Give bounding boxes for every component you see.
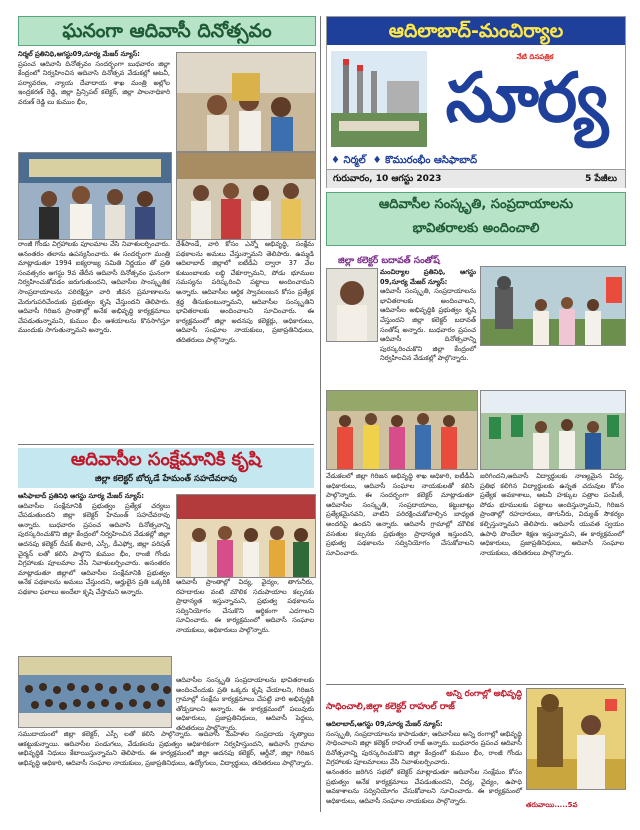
story3-photo-1 xyxy=(326,268,378,342)
district-diamond-icon: ♦ xyxy=(331,155,340,166)
story3-photo-2-image xyxy=(481,267,625,345)
masthead-brand: సూర్య xyxy=(445,59,607,138)
story1-photo-2-image xyxy=(19,153,171,239)
story2-column-3 xyxy=(176,676,314,732)
story3-headline-band xyxy=(326,192,626,246)
story3-photo-3-image xyxy=(327,391,477,469)
newspaper-page xyxy=(18,16,624,812)
masthead xyxy=(326,16,626,188)
story1-photo-2 xyxy=(18,152,172,240)
story3-headline-line-2: భావితరాలకు అందించాలి xyxy=(412,221,540,236)
story3-headline-line-1: ఆదివాసీల సంస్కృతి, సంప్రదాయాలను xyxy=(378,197,574,212)
story4-continued-text[interactable]: తరువాయి.....5వ xyxy=(526,801,578,809)
story4-paragraph-2: అనంతరం జరిగిన సభలో కలెక్టర్ మాట్లాడుతూ ఆదివాసీల సంక్షేమం కోసం ప్రభుత్వం అనేక కార్యక్రమాలు చేపడుతుందని, విద్య, వైద్యం, ఉపాధి అవకాశాలను సద్వినియోగం చేసుకోవాలని సూచించారు. ఈ కార్యక్రమంలో అధికారులు, ఆదివాసీ సంఘాల నాయకులు పాల్గొన్నారు. xyxy=(326,767,522,805)
story3-paragraph-2: వేడుకలలో జిల్లా గిరిజన అభివృద్ధి శాఖ అధికారి, ఐటీడీఏ అధికారులు, ఆదివాసీ సంఘాల నాయకులతో కలిసి పాల్గొన్నారు. ఈ సందర్భంగా కలెక్టర్ మాట్లాడుతూ ఆదివాసీల సంస్కృతి, సంప్రదాయాలు, కట్టుబాట్లు ప్రత్యేకమైనవని, వాటిని పరిరక్షించుకోవాల్సిన బాధ్యత అందరిపై ఉందని అన్నారు. ఆదివాసీ గ్రామాల్లో మౌలిక వసతుల కల్పనకు ప్రభుత్వం ప్రాధాన్యత ఇస్తుందని, ప్రభుత్వ పథకాలను సద్వినియోగం చేసుకోవాలని సూచించారు. xyxy=(326,472,474,557)
district-diamond-icon: ♦ xyxy=(369,155,382,166)
story2-column-2 xyxy=(176,578,314,674)
masthead-factory-illustration xyxy=(331,51,427,147)
story3-paragraph-3: జరిగిందని,ఆదివాసీ విద్యార్థులకు నాణ్యమైన విద్య, ప్రతిభ కలిగిన విద్యార్థులకు ఉన్నత చదువుల కోసం ప్రత్యేక అవకాశాలు, అటవీ హక్కుల పత్రాల పంపిణీ, పోడు భూములకు పట్టాలు అందిస్తున్నామని, గిరిజన ప్రాంతాల్లో రహదారులు, తాగునీరు, విద్యుత్ సౌకర్యం కల్పిస్తున్నామని తెలిపారు. ఆదివాసీ యువత స్వయం ఉపాధి పొందేలా శిక్షణ ఇస్తున్నామని, ఈ కార్యక్రమంలో అధికారులు, ప్రజాప్రతినిధులు, ఆదివాసీ సంఘాల నాయకులు, తదితరులు పాల్గొన్నారు. xyxy=(480,472,624,557)
story4-headline-block xyxy=(326,688,522,718)
story4-byline: ఆదిలాబాద్,ఆగస్టు 09,సూర్య మేజర్ న్యూస్: xyxy=(326,720,443,728)
story4-continued xyxy=(526,792,624,809)
story1-paragraph-2: రాంజీ గోండు విగ్రహాలకు పూలమాల వేసి నివాళులర్పించారు. అనంతరం తలాను ఉపన్యసించారు. ఈ సందర్భంగా మంత్రి మాట్లాడుతూ 1994 ఐక్యరాజ్య సమితి నిర్ణయం తో ప్రతి సంవత్సరం ఆగస్టు 9వ తేదీన ఆదివాసీ దినోత్సవం ఘనంగా నిర్వహించుకోవడం జరుగుతుందని, ఆదివాసీల సాంస్కృతిక సాంప్రదాయాలను పరిరక్షిస్తూ వారి జీవన ప్రమాణాలను మెరుగుపరిచేందుకు ప్రభుత్వం కృషి చేస్తుందని తెలిపారు. ఆదివాసీ గిరిజన ప్రాంతాల్లో అనేక అభివృద్ధి కార్యక్రమాలు చేపడుతున్నామని, కుముం భీం ఆశయాలను కొనసాగిస్తూ ముందుకు సాగుతున్నామని అన్నారు. xyxy=(18,240,170,335)
story2-column-1 xyxy=(18,492,170,652)
story2-headline-block xyxy=(18,448,314,488)
story1-paragraph-3: దేశ్‌పాండే, వారి కోసం ఎన్నో అభివృద్ధి, సంక్షేమ పథకాలను అమలు చేస్తున్నామని తెలిపారు. ఉమ్మడి ఆదిలాబాద్ జిల్లాలో ఐటీడీఏ ద్వారా 37 వేల కుటుంబాలకు లబ్ధి చేకూర్చామని, పోడు భూముల సమస్యను పరిష్కరించి పట్టాలు అందించామని అన్నారు. ఆదివాసీల ఆర్థిక స్వావలంబన కోసం ప్రత్యేక శ్రద్ధ తీసుకుంటున్నామని, ఆదివాసీల సంస్కృతిని భావితరాలకు అందించాలని సూచించారు. ఈ కార్యక్రమంలో జిల్లా అదనపు కలెక్టర్లు, అధికారులు, ఆదివాసీ సంఘాల నాయకులు, ప్రజాప్రతినిధులు, తదితరులు పాల్గొన్నారు. xyxy=(176,240,314,344)
bottom-strip xyxy=(18,730,314,810)
story1-headline: ఘనంగా ఆదివాసీ దినోత్సవం xyxy=(62,20,272,42)
story1-photo-3-image xyxy=(177,153,315,239)
story3-column-3 xyxy=(326,472,474,682)
story1-photo-3 xyxy=(176,152,316,240)
story2-paragraph-3: ఆదివాసీల సంస్కృతి సంప్రదాయాలను భావితరాలకు అందించేందుకు ప్రతి ఒక్కరు కృషి చేయాలని, గిరిజన గ్రామాల్లో సంక్షేమ కార్యక్రమాలు చేపట్టి వారి అభివృద్ధికి తోడ్పడాలని అన్నారు. ఈ కార్యక్రమంలో పలువురు అధికారులు, ప్రజాప్రతినిధులు, ఆదివాసీ పెద్దలు, తదితరులు పాల్గొన్నారు. xyxy=(176,676,314,732)
story4-photo xyxy=(526,688,626,790)
story2-headline: ఆదివాసీల సంక్షేమానికి కృషి xyxy=(70,449,262,470)
story4-headline-prefix: అన్ని రంగాల్లో అభివృద్ధి xyxy=(446,689,522,699)
center-column-rule xyxy=(320,16,321,812)
story1-photo-1-image xyxy=(177,53,315,151)
masthead-pages: 5 పేజీలు xyxy=(585,174,617,184)
masthead-date: గురువారం, 10 ఆగస్టు 2023 xyxy=(333,174,442,184)
story3-paragraph-1: ఆదివాసీ సంస్కృతి, సంప్రదాయాలను భావితరాలకు అందించాలని, ఆదివాసీల అభివృద్ధికి ప్రభుత్వం కృషి చేస్తుందని జిల్లా కలెక్టర్ బదావత్ సంతోష్ అన్నారు. బుధవారం ప్రపంచ ఆదివాసీ దినోత్సవాన్ని పురస్కరించుకొని జిల్లా కేంద్రంలో నిర్వహించిన వేడుకల్లో పాల్గొన్నారు. xyxy=(380,287,476,363)
story3-column-4 xyxy=(480,472,624,682)
story3-photo-3 xyxy=(326,390,478,470)
story1-column-1 xyxy=(18,50,170,150)
story1-byline: నిర్మల్ ప్రతినిధి,ఆగస్టు09,సూర్య మేజర్ న్యూస్: xyxy=(18,50,140,58)
masthead-districts xyxy=(327,153,629,169)
district-1: నిర్మల్ xyxy=(343,155,366,166)
story1-photo-1 xyxy=(176,52,316,152)
divider-right-1 xyxy=(326,684,624,685)
story4-column-1 xyxy=(326,720,522,812)
story1-headline-band xyxy=(18,16,316,46)
story3-byline: మంచిర్యాల ప్రతినిధి, ఆగస్టు 09,సూర్య మేజర్ న్యూస్: xyxy=(380,268,476,286)
story1-column-3 xyxy=(176,240,314,440)
story4-photo-image xyxy=(527,689,625,789)
masthead-tagline: నేటి దినపత్రిక xyxy=(516,53,554,61)
story2-byline: ఆసిఫాబాద్ ప్రతినిధి ఆగస్టు సూర్య మేజర్ న్యూస్: xyxy=(18,492,145,500)
story2-paragraph-2: ఆదివాసీ ప్రాంతాల్లో విద్య, వైద్యం, తాగునీరు, రహదారుల వంటి మౌలిక సదుపాయాల కల్పనకు ప్రాధాన్యత ఇస్తున్నామని, ప్రభుత్వ పథకాలను సద్వినియోగం చేసుకొని ఆర్థికంగా ఎదగాలని సూచించారు. ఈ కార్యక్రమంలో ఆదివాసీ సంఘాల నాయకులు, అధికారులు పాల్గొన్నారు. xyxy=(176,578,314,634)
factory-icon xyxy=(331,51,427,147)
story1-column-2 xyxy=(18,240,170,440)
story3-column-2 xyxy=(480,346,624,388)
story3-photo-1-image xyxy=(327,269,377,341)
story3-photo-4 xyxy=(480,390,626,470)
masthead-date-bar xyxy=(327,169,625,188)
story2-photo-2 xyxy=(18,656,172,728)
story2-paragraph-1: ఆదివాసీల సంక్షేమానికి ప్రభుత్వం ప్రత్యేక చర్యలు చేపడుతుందని జిల్లా కలెక్టర్ హేమంత్ సహదేవరావు అన్నారు. బుధవారం ప్రపంచ ఆదివాసి దినోత్సవాన్ని పురస్కరించుకొని జిల్లా కేంద్రంలో నిర్వహించిన వేడుకల్లో జిల్లా అదనపు కలెక్టర్ దీపక్ తివారి, ఎస్పీ, డీఎఫ్వో, జిల్లా పరిషత్ చైర్మన్ లతో కలిసి పాల్గొని కుముం భీం, రాంజీ గోండు విగ్రహాలకు పూలమాల వేసి నివాళులర్పించారు. అనంతరం మాట్లాడుతూ జిల్లాలో ఆదివాసీల సంక్షేమానికి ప్రభుత్వం అనేక పథకాలను అమలు చేస్తుందని, అర్హులైన ప్రతి ఒక్కరికి పథకాల ఫలాలు అందేలా కృషి చేస్తామని అన్నారు. xyxy=(18,501,170,596)
divider-left-1 xyxy=(18,444,314,445)
story3-column-1 xyxy=(380,268,476,388)
story4-headline: సాధించాలి,జిల్లా కలెక్టర్ రాహుల్ రాజ్ xyxy=(326,702,455,712)
story2-subhead: జిల్లా కలెక్టర్ బోర్కడే హేమంత్ సహదేవరావు xyxy=(95,474,237,484)
story4-paragraph-1: సంస్కృతి, సంప్రదాయాలను కాపాడుతూ, ఆదివాసీలు అన్ని రంగాల్లో అభివృద్ధి సాధించాలని జిల్లా కలెక్టర్ రాహుల్ రాజ్ అన్నారు. బుధవారం ప్రపంచ ఆదివాసీ దినోత్సవాన్ని పురస్కరించుకొని జిల్లా కేంద్రంలో కుముం భీం, రాంజీ గోండు విగ్రహాలకు పూలమాలలు వేసి నివాళులర్పించారు. xyxy=(326,729,522,767)
masthead-edition-title: ఆదిలాబాద్-మంచిర్యాల xyxy=(327,17,625,45)
story2-photo-1 xyxy=(176,494,316,578)
story3-subhead-text: జిల్లా కలెక్టర్ బదావత్ సంతోష్ xyxy=(338,256,440,266)
story1-paragraph-1: ప్రపంచ ఆదివాసి దినోత్సవం సందర్భంగా బుధవారం జిల్లా కేంద్రంలో నిర్వహించిన ఆదివాసి దినోత్సవ వేడుకల్లో అటవీ, పర్యావరణ, న్యాయ దేవాదాయ శాఖ మంత్రి అల్లోల ఇంద్రకరణ్ రెడ్డి, జిల్లా ప్రిన్సిపల్ కలెక్టర్, జిల్లా పాలనాధికారి వరుణ్ రెడ్డి లు కుముం భీం, xyxy=(18,59,170,106)
story3-photo-2 xyxy=(480,266,626,346)
story3-subhead xyxy=(338,248,478,266)
bottom-strip-paragraph: సముదాయంలో జిల్లా కలెక్టర్, ఎస్పీ లతో కలిసి పాల్గొన్నారు. ఆదివాసీ మహిళల సంప్రదాయ నృత్యాలు ఆకట్టుకున్నాయి. ఆదివాసీల పండుగలు, వేడుకలను ప్రభుత్వం అధికారికంగా నిర్వహిస్తుందని, ఆదివాసీ గ్రామాల అభివృద్ధికి నిధులు కేటాయిస్తున్నామని తెలిపారు. ఈ కార్యక్రమంలో జిల్లా అదనపు కలెక్టర్, ఆర్డీవో, జిల్లా గిరిజన అభివృద్ధి అధికారి, ఆదివాసీ సంఘాల నాయకులు, ప్రజాప్రతినిధులు, ఉద్యోగులు, విద్యార్థులు, తదితరులు పాల్గొన్నారు. xyxy=(18,730,314,767)
district-2: కొమురంభీం ఆసిఫాబాద్ xyxy=(385,155,478,166)
story3-photo-4-image xyxy=(481,391,625,469)
story2-photo-2-image xyxy=(19,657,171,727)
story2-photo-1-image xyxy=(177,495,315,577)
